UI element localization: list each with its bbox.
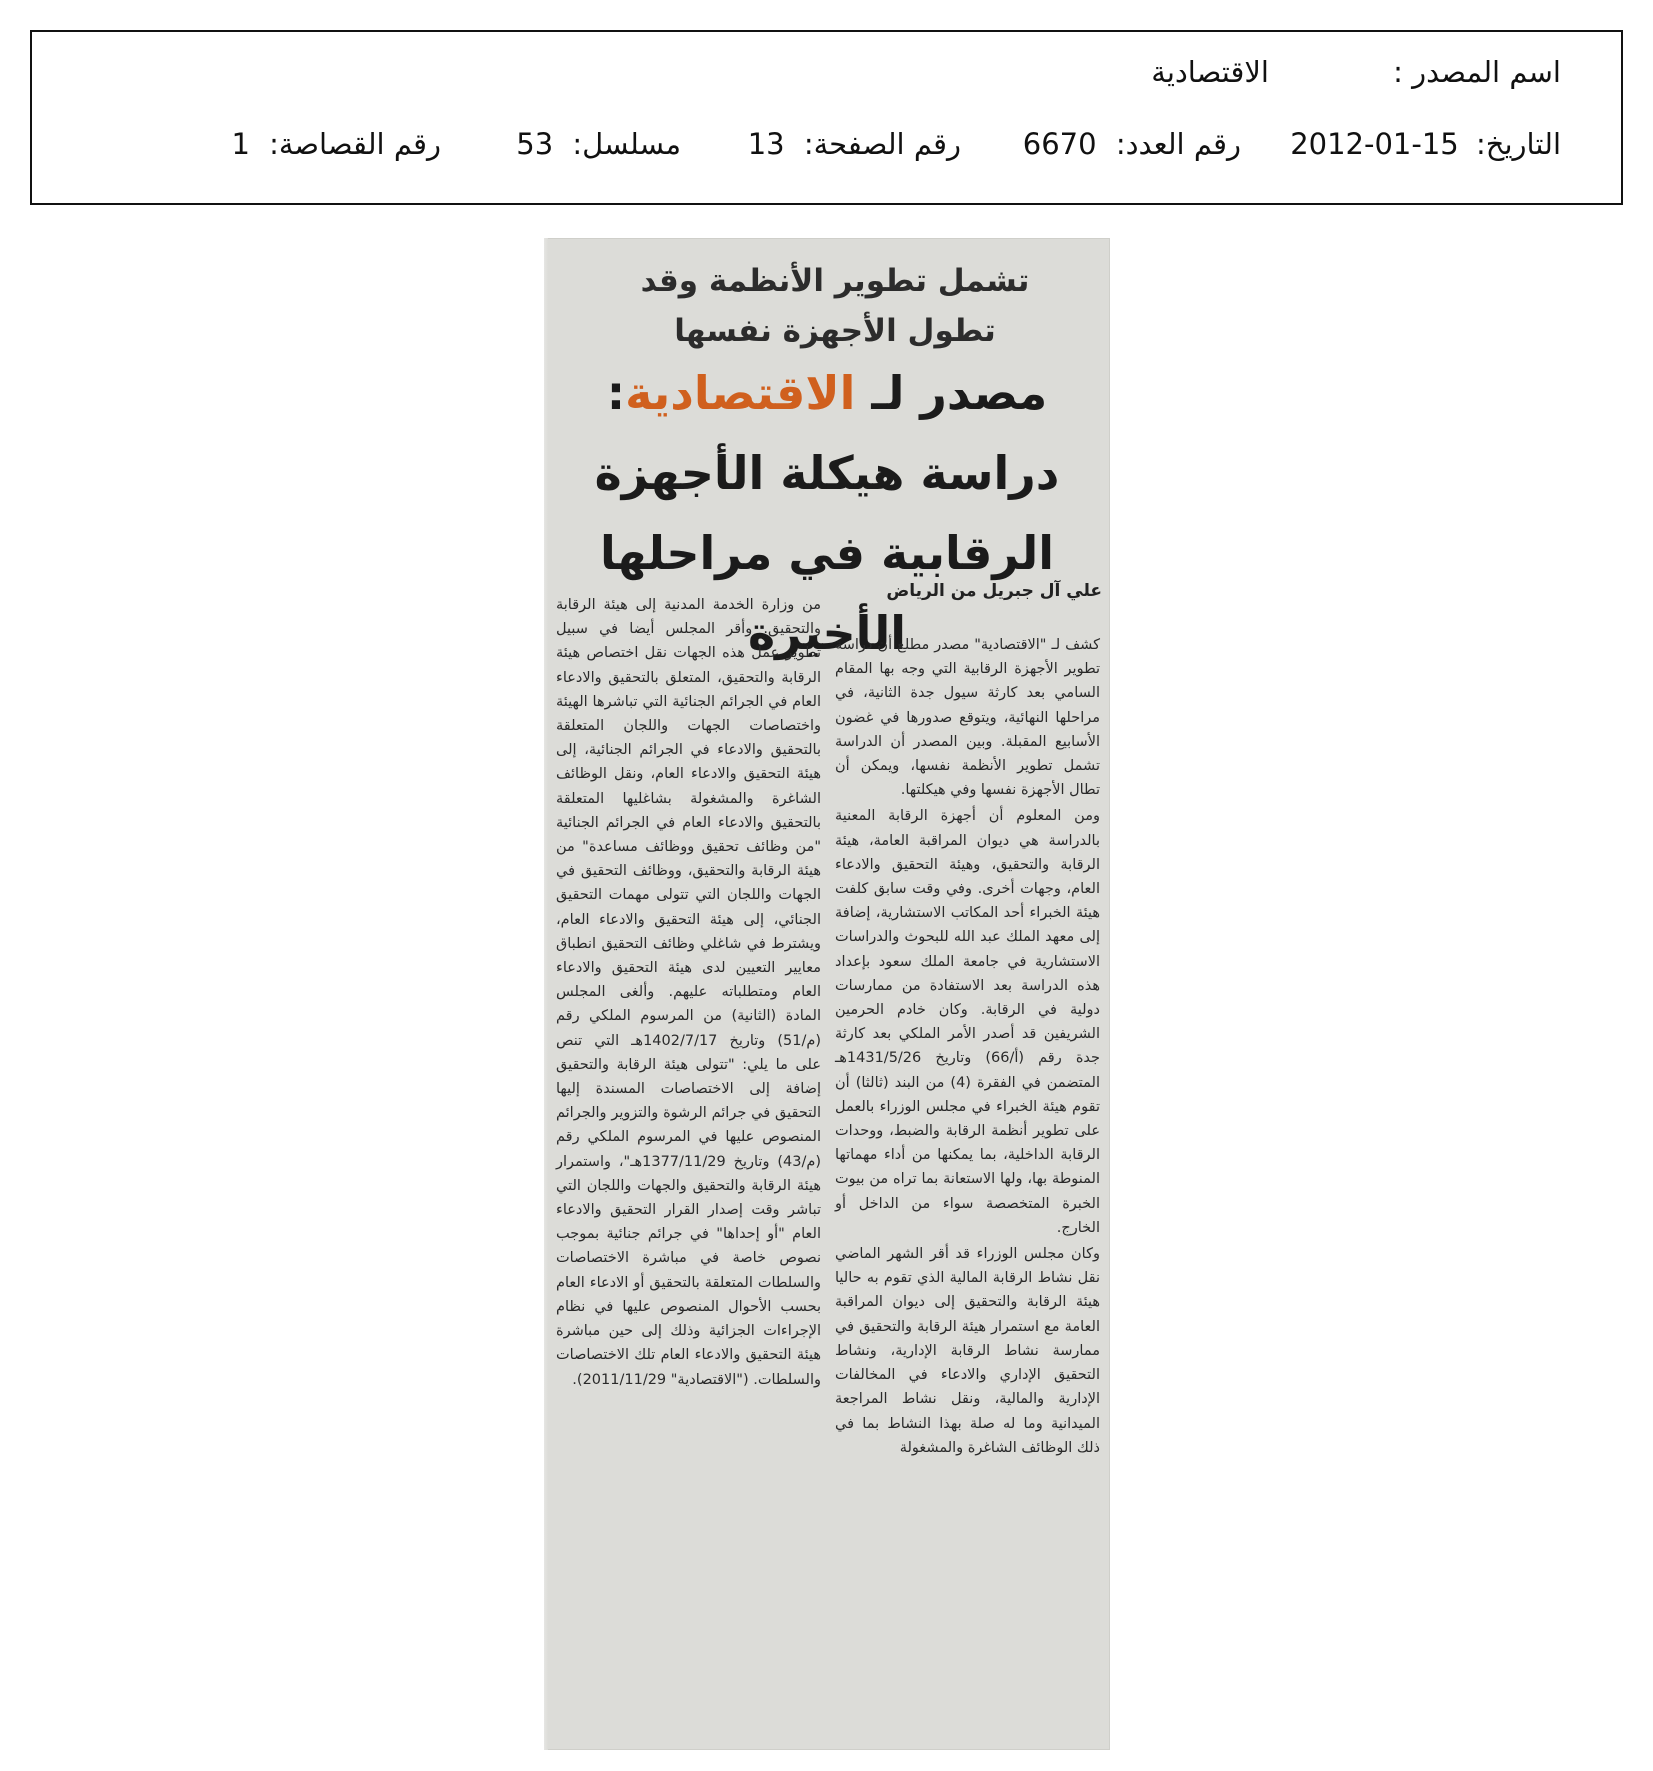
clip-row	[231, 127, 441, 161]
article-column-right	[835, 633, 1100, 1462]
article-kicker: تشمل تطوير الأنظمة وقد تطول الأجهزة نفسها	[640, 263, 1030, 349]
clip-value: 1	[231, 127, 250, 161]
article-byline: علي آل جبريل من الرياض	[886, 581, 1102, 601]
paragraph: ومن المعلوم أن أجهزة الرقابة المعنية بالدراسة هي ديوان المراقبة العامة، هيئة الرقابة والتحقيق، وهيئة التحقيق والادعاء العام، وجهات أخرى. وفي وقت سابق كلفت هيئة الخبراء أحد المكاتب الاستشارية، إضافة إلى معهد الملك عبد الله للبحوث والدراسات الاستشارية في جامعة الملك سعود بإعداد هذه الدراسة بعد الاستفادة من ممارسات دولية في الرقابة. وكان خادم الحرمين الشريفين قد أصدر الأمر الملكي بعد كارثة جدة رقم (أ/66) وتاريخ 1431/5/26هـ المتضمن في الفقرة (4) من البند (ثالثا) أن تقوم هيئة الخبراء في مجلس الوزراء بالعمل على تطوير أنظمة الرقابة والضبط، ووحدات الرقابة الداخلية، بما يمكنها من أداء مهماتها المنوطة بها، ولها الاستعانة بما تراه من بيوت الخبرة المتخصصة سواء من الداخل أو الخارج.	[835, 808, 1100, 1236]
date-label: التاريخ:	[1475, 127, 1561, 161]
source-value-wrap	[1151, 55, 1269, 89]
serial-value: 53	[516, 127, 554, 161]
page-row	[747, 127, 961, 161]
clip-label: رقم القصاصة:	[269, 127, 441, 161]
metadata-header-box	[30, 30, 1623, 205]
page-label: رقم الصفحة:	[803, 127, 961, 161]
newspaper-clipping	[544, 238, 1110, 1750]
source-value: الاقتصادية	[1151, 55, 1269, 89]
paragraph: وكان مجلس الوزراء قد أقر الشهر الماضي نقل نشاط الرقابة المالية الذي تقوم به حاليا هيئة الرقابة والتحقيق إلى ديوان المراقبة العامة مع استمرار هيئة الرقابة والتحقيق في ممارسة نشاط الرقابة الإدارية، ونشاط التحقيق الإداري والادعاء في المخالفات الإدارية والمالية، ونقل نشاط المراجعة الميدانية وما له صلة بهذا النشاط بما في ذلك الوظائف الشاغرة والمشغولة	[835, 1246, 1100, 1456]
article-column-left	[556, 593, 821, 1394]
issue-label: رقم العدد:	[1115, 127, 1241, 161]
issue-row	[1022, 127, 1241, 161]
source-row	[1393, 55, 1561, 89]
page-value: 13	[747, 127, 785, 161]
clipping-edge	[544, 238, 548, 1750]
issue-value: 6670	[1022, 127, 1097, 161]
serial-label: مسلسل:	[572, 127, 681, 161]
headline-rest: : دراسة هيكلة الأجهزة الرقابية في مراحلها الأخيرة	[594, 366, 1060, 660]
headline-brand: الاقتصادية	[625, 366, 856, 420]
date-row	[1290, 127, 1561, 161]
headline-prefix: مصدر لـ	[855, 366, 1048, 420]
serial-row	[516, 127, 681, 161]
paragraph: من وزارة الخدمة المدنية إلى هيئة الرقابة والتحقيق. وأقر المجلس أيضا في سبيل تطوير عمل هذه الجهات نقل اختصاص هيئة الرقابة والتحقيق، المتعلق بالتحقيق والادعاء العام في الجرائم الجنائية التي تباشرها الهيئة واختصاصات الجهات واللجان المتعلقة بالتحقيق والادعاء في الجرائم الجنائية، إلى هيئة التحقيق والادعاء العام، ونقل الوظائف الشاغرة والمشغولة بشاغليها المتعلقة بالتحقيق والادعاء العام في الجرائم الجنائية "من وظائف تحقيق ووظائف مساعدة" من هيئة الرقابة والتحقيق، ووظائف التحقيق في الجهات واللجان التي تتولى مهمات التحقيق الجنائي، إلى هيئة التحقيق والادعاء العام، ويشترط في شاغلي وظائف التحقيق انطباق معايير التعيين لدى هيئة التحقيق والادعاء العام ومتطلباته عليهم. وألغى المجلس المادة (الثانية) من المرسوم الملكي رقم (م/51) وتاريخ 1402/7/17هـ التي تنص على ما يلي: "تتولى هيئة الرقابة والتحقيق إضافة إلى الاختصاصات المسندة إليها التحقيق في جرائم الرشوة والتزوير والجرائم المنصوص عليها في المرسوم الملكي رقم (م/43) وتاريخ 1377/11/29هـ"، واستمرار هيئة الرقابة والتحقيق والجهات واللجان التي تباشر وقت إصدار القرار التحقيق والادعاء العام "أو إحداها" في جرائم جنائية بموجب نصوص خاصة في مباشرة الاختصاصات والسلطات المتعلقة بالتحقيق أو الادعاء العام بحسب الأحوال المنصوص عليها في نظام الإجراءات الجزائية وذلك إلى حين مباشرة هيئة التحقيق والادعاء العام تلك الاختصاصات والسلطات. ("الاقتصادية" 2011/11/29).	[556, 597, 821, 1388]
paragraph: كشف لـ "الاقتصادية" مصدر مطلع أن دراسة تطوير الأجهزة الرقابية التي وجه بها المقام السامي بعد كارثة سيول جدة الثانية، في مراحلها النهائية، ويتوقع صدورها في غضون الأسابيع المقبلة. وبين المصدر أن الدراسة تشمل تطوير الأنظمة نفسها، ويمكن أن تطال الأجهزة نفسها وفي هيكلتها.	[835, 637, 1100, 799]
date-value: 2012-01-15	[1290, 127, 1459, 161]
source-label: اسم المصدر :	[1393, 55, 1561, 89]
